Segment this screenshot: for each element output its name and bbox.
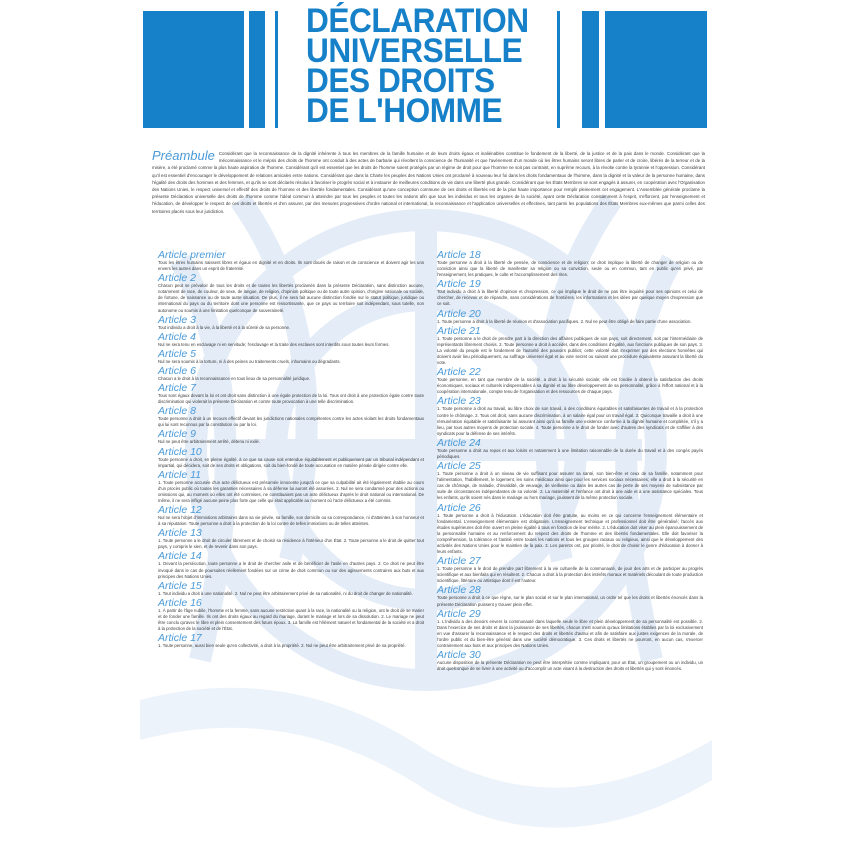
article-text: 1. Toute personne a le droit de circuler librement et de choisir sa résidence à l'intérieur d'un État. 2. Toute personne a le droit de quitter tout pays, y compris le sien, et de revenir dans son pays. (158, 538, 424, 550)
article-title: Article 14 (158, 550, 202, 563)
article-title: Article 9 (158, 428, 196, 441)
article (158, 598, 424, 632)
article (437, 556, 703, 584)
article (158, 273, 424, 313)
banner-block-right-wide (605, 11, 707, 128)
title-line: DÉCLARATION (306, 2, 529, 40)
article (158, 250, 424, 272)
article-title: Article premier (158, 249, 226, 261)
article-text: Nul ne peut être arbitrairement arrêté, détenu ni exilé. (158, 439, 260, 445)
article-title: Article 7 (158, 382, 196, 395)
article-text: 1. Toute personne accusée d'un acte délictueux est présumée innocente jusqu'à ce que sa culpabilité ait été légalement établie au cours d'un procès public où toutes les garanties nécessaires à sa défense lui auront été assurées. 2. Nul ne sera condamné pour des actions ou omissions qui, au moment où elles ont été commises, ne constituaient pas un acte délictueux d'après le droit national ou international. De même, il ne sera infligé aucune peine plus forte que celle qui était applicable au moment où l'acte délictueux a été commis. (158, 479, 424, 503)
banner-block-right-narrow (582, 11, 599, 128)
article (158, 447, 424, 469)
article-text: 1. Devant la persécution, toute personne a le droit de chercher asile et de bénéficier de l'asile en d'autres pays. 2. Ce droit ne peut être invoqué dans le cas de poursuites réellement fondées sur un crime de droit commun ou sur des agissements contraires aux buts et aux principes des Nations Unies. (158, 561, 424, 579)
article (437, 326, 703, 366)
article-title: Article 27 (437, 555, 481, 568)
article (437, 650, 703, 672)
article-title: Article 30 (437, 649, 481, 662)
title-line: UNIVERSELLE (306, 32, 523, 70)
article (158, 332, 424, 348)
header-banner (140, 0, 712, 140)
article-text: Chacun a le droit à la reconnaissance en tous lieux de sa personnalité juridique. (158, 375, 311, 381)
article-title: Article 18 (437, 249, 481, 261)
article-title: Article 16 (158, 596, 202, 609)
article (158, 528, 424, 550)
article (437, 438, 703, 460)
article (437, 503, 703, 556)
article-title: Article 24 (437, 436, 481, 449)
preamble-heading: Préambule (152, 150, 215, 163)
article (437, 585, 703, 607)
article (158, 406, 424, 428)
article-title: Article 13 (158, 527, 202, 540)
document-body (152, 150, 705, 672)
article-text: 1. L'individu a des devoirs envers la communauté dans laquelle seule le libre et plein développement de sa personnalité est possible. 2. Dans l'exercice de ses droits et dans la jouissance de ses libertés, chacun n'est soumis qu'aux limitations établies par la loi exclusivement en vue d'assurer la reconnaissance et le respect des droits et libertés d'autrui et afin de satisfaire aux justes exigences de la morale, de l'ordre public et du bien-être général dans une société démocratique. 3. Ces droits et libertés ne pourront, en aucun cas, s'exercer contrairement aux buts et aux principes des Nations Unies. (437, 618, 703, 649)
article (158, 429, 424, 445)
article-text: Toute personne a droit au repos et aux loisirs et notamment à une limitation raisonnable de la durée du travail et à des congés payés périodiques. (437, 447, 703, 459)
article (158, 505, 424, 527)
article (158, 315, 424, 331)
article-text: 1. Toute personne a le droit de prendre part librement à la vie culturelle de la communauté, de jouir des arts et de participer au progrès scientifique et aux bienfaits qui en résultent. 2. Chacun a droit à la protection des intérêts moraux et matériels découlant de toute production scientifique, littéraire ou artistique dont il est l'auteur. (437, 566, 703, 584)
article-title: Article 4 (158, 330, 196, 343)
article (437, 250, 703, 278)
article-text: Tous les êtres humains naissent libres et égaux en dignité et en droits. Ils sont doués de raison et de conscience et doivent agir les uns envers les autres dans un esprit de fraternité. (158, 260, 424, 272)
article-title: Article 23 (437, 395, 481, 408)
article (158, 349, 424, 365)
article (437, 279, 703, 307)
article-title: Article 19 (437, 278, 481, 291)
article-title: Article 28 (437, 584, 481, 597)
preamble-text: Considérant que la reconnaissance de la dignité inhérente à tous les membres de la famille humaine et de leurs droits égaux et inaliénables constitue le fondement de la liberté, de la justice et de la paix dans le monde. Considérant que la méconnaissance et le mépris des droits de l'homme ont conduit à des actes de barbarie qui révoltent la conscience de l'humanité et que l'avènement d'un monde où les êtres humains seront libres de parler et de croire, libérés de la terreur et de la misère, a été proclamé comme la plus haute aspiration de l'homme. Considérant qu'il est essentiel que les droits de l'homme soient protégés par un régime de droit pour que l'homme ne soit pas contraint, en suprême recours, à la révolte contre la tyrannie et l'oppression. Considérant qu'il est essentiel d'encourager le développement de relations amicales entre nations. Considérant que dans la Charte les peuples des Nations Unies ont proclamé à nouveau leur foi dans les droits fondamentaux de l'homme, dans la dignité et la valeur de la personne humaine, dans l'égalité des droits des hommes et des femmes, et qu'ils se sont déclarés résolus à favoriser le progrès social et à instaurer de meilleures conditions de vie dans une liberté plus grande. Considérant que les États Membres se sont engagés à assurer, en coopération avec l'Organisation des Nations Unies, le respect universel et effectif des droits de l'homme et des libertés fondamentales. Considérant qu'une conception commune de ces droits et libertés est de la plus haute importance pour remplir pleinement cet engagement. L'Assemblée générale proclame la présente Déclaration universelle des droits de l'homme comme l'idéal commun à atteindre par tous les peuples et toutes les nations afin que tous les individus et tous les organes de la société, ayant cette Déclaration constamment à l'esprit, s'efforcent, par l'enseignement et l'éducation, de développer le respect de ces droits et libertés et d'en assurer, par des mesures progressives d'ordre national et international, la reconnaissance et l'application universelles et effectives, tant parmi les populations des États Membres eux-mêmes que parmi celles des territoires placés sous leur juridiction. (152, 151, 705, 214)
article-text: Tout individu a droit à la vie, à la liberté et à la sûreté de sa personne. (158, 324, 291, 330)
banner-block-left-narrow (249, 11, 265, 128)
article-title: Article 21 (437, 324, 481, 337)
article-title: Article 15 (158, 579, 202, 592)
poster (140, 0, 712, 850)
article (158, 551, 424, 579)
article-text: Nul ne sera l'objet d'immixtions arbitraires dans sa vie privée, sa famille, son domicile ou sa correspondance, ni d'atteintes à son honneur et à sa réputation. Toute personne a droit à la protection de la loi contre de telles immixtions ou de telles atteintes. (158, 515, 424, 527)
article-text: Toute personne a droit, en pleine égalité, à ce que sa cause soit entendue équitablement et publiquement par un tribunal indépendant et impartial, qui décidera, soit de ses droits et obligations, soit du bien-fondé de toute accusation en matière pénale dirigée contre elle. (158, 456, 424, 468)
article-title: Article 29 (437, 607, 481, 620)
article-title: Article 17 (158, 632, 202, 645)
article (158, 581, 424, 597)
article (158, 383, 424, 405)
article-title: Article 2 (158, 272, 196, 285)
article-title: Article 11 (158, 468, 201, 481)
article-text: 1. Toute personne a droit à la liberté de réunion et d'association pacifiques. 2. Nul ne peut être obligé de faire partie d'une association. (437, 318, 692, 324)
article-text: 1. Toute personne a droit au travail, au libre choix de son travail, à des conditions équitables et satisfaisantes de travail et à la protection contre le chômage. 2. Tous ont droit, sans aucune discrimination, à un salaire égal pour un travail égal. 3. Quiconque travaille a droit à une rémunération équitable et satisfaisante lui assurant ainsi qu'à sa famille une existence conforme à la dignité humaine et complétée, s'il y a lieu, par tous autres moyens de protection sociale. 4. Toute personne a le droit de fonder avec d'autres des syndicats et de s'affilier à des syndicats pour la défense de ses intérêts. (437, 406, 703, 436)
article-text: Chacun peut se prévaloir de tous les droits et de toutes les libertés proclamés dans la présente Déclaration, sans distinction aucune, notamment de race, de couleur, de sexe, de langue, de religion, d'opinion politique ou de toute autre opinion, d'origine nationale ou sociale, de fortune, de naissance ou de toute autre situation. De plus, il ne sera fait aucune distinction fondée sur le statut politique, juridique ou international du pays ou du territoire dont une personne est ressortissante, que ce pays ou territoire soit indépendant, sous tutelle, non autonome ou soumis à une limitation quelconque de souveraineté. (158, 283, 424, 313)
article-title: Article 12 (158, 504, 202, 517)
article-title: Article 10 (158, 445, 202, 458)
article-text: 1. Toute personne a droit à l'éducation. L'éducation doit être gratuite, au moins en ce qui concerne l'enseignement élémentaire et fondamental. L'enseignement élémentaire est obligatoire. L'enseignement technique et professionnel doit être généralisé; l'accès aux études supérieures doit être ouvert en pleine égalité à tous en fonction de leur mérite. 2. L'éducation doit viser au plein épanouissement de la personnalité humaine et au renforcement du respect des droits de l'homme et des libertés fondamentales. Elle doit favoriser la compréhension, la tolérance et l'amitié entre toutes les nations et tous les groupes raciaux ou religieux, ainsi que le développement des activités des Nations Unies pour le maintien de la paix. 3. Les parents ont, par priorité, le droit de choisir le genre d'éducation à donner à leurs enfants. (437, 512, 703, 555)
article-title: Article 5 (158, 347, 196, 360)
article (437, 309, 703, 325)
article-text: 1. Toute personne a droit à un niveau de vie suffisant pour assurer sa santé, son bien-être et ceux de sa famille, notamment pour l'alimentation, l'habillement, le logement, les soins médicaux ainsi que pour les services sociaux nécessaires; elle a droit à la sécurité en cas de chômage, de maladie, d'invalidité, de veuvage, de vieillesse ou dans les autres cas de perte de ses moyens de subsistance par suite de circonstances indépendantes de sa volonté. 2. La maternité et l'enfance ont droit à une aide et à une assistance spéciales. Tous les enfants, qu'ils soient nés dans le mariage ou hors mariage, jouissent de la même protection sociale. (437, 471, 703, 501)
article-text: Aucune disposition de la présente Déclaration ne peut être interprétée comme impliquant, pour un État, un groupement ou un individu, un droit quelconque de se livrer à une activité ou d'accomplir un acte visant à la destruction des droits et libertés qui y sont énoncés. (437, 660, 703, 672)
page-title (306, 2, 529, 130)
article-title: Article 25 (437, 460, 481, 473)
article-text: Toute personne a droit à la liberté de pensée, de conscience et de religion; ce droit implique la liberté de changer de religion ou de conviction ainsi que la liberté de manifester sa religion ou sa conviction, seule ou en commun, tant en public qu'en privé, par l'enseignement, les pratiques, le culte et l'accomplissement des rites. (437, 260, 703, 278)
article-text: 1. Toute personne, aussi bien seule qu'en collectivité, a droit à la propriété. 2. Nul ne peut être arbitrairement privé de sa propriété. (158, 643, 406, 649)
article (437, 396, 703, 436)
article-title: Article 20 (437, 307, 481, 320)
article (158, 470, 424, 504)
title-line: DES DROITS (306, 62, 495, 100)
article-title: Article 22 (437, 366, 481, 379)
articles-left-column (158, 250, 424, 650)
article-title: Article 3 (158, 313, 196, 326)
article-text: Toute personne a droit à un recours effectif devant les juridictions nationales compétentes contre les actes violant les droits fondamentaux qui lui sont reconnus par la constitution ou par la loi. (158, 416, 424, 428)
article-title: Article 6 (158, 364, 196, 377)
title-line: DE L'HOMME (306, 92, 503, 130)
article (437, 367, 703, 395)
articles-right-column (437, 250, 703, 673)
article-text: Nul ne sera soumis à la torture, ni à des peines ou traitements cruels, inhumains ou dégradants. (158, 358, 341, 364)
article-title: Article 8 (158, 405, 196, 418)
article (437, 461, 703, 501)
article-title: Article 26 (437, 501, 481, 514)
article (158, 366, 424, 382)
article-text: Tous sont égaux devant la loi et ont droit sans distinction à une égale protection de la loi. Tous ont droit à une protection égale contre toute discrimination qui violerait la présente Déclaration et contre toute provocation à une telle discrimination. (158, 393, 424, 405)
article (158, 633, 424, 649)
article-text: 1. Toute personne a le droit de prendre part à la direction des affaires publiques de son pays, soit directement, soit par l'intermédiaire de représentants librement choisis. 2. Toute personne a droit à accéder, dans des conditions d'égalité, aux fonctions publiques de son pays. 3. La volonté du peuple est le fondement de l'autorité des pouvoirs publics; cette volonté doit s'exprimer par des élections honnêtes qui doivent avoir lieu périodiquement, au suffrage universel égal et au vote secret ou suivant une procédure équivalente assurant la liberté du vote. (437, 335, 703, 366)
article-text: Tout individu a droit à la liberté d'opinion et d'expression, ce qui implique le droit de ne pas être inquiété pour ses opinions et celui de chercher, de recevoir et de répandre, sans considérations de frontières, les informations et les idées par quelque moyen d'expression que ce soit. (437, 289, 703, 307)
article-text: Toute personne a droit à ce que règne, sur le plan social et sur le plan international, un ordre tel que les droits et libertés énoncés dans la présente Déclaration puissent y trouver plein effet. (437, 595, 703, 607)
article (437, 609, 703, 649)
article-text: Nul ne sera tenu en esclavage ni en servitude; l'esclavage et la traite des esclaves sont interdits sous toutes leurs formes. (158, 341, 390, 347)
banner-line-right (557, 11, 560, 128)
article-text: 1. Tout individu a droit à une nationalité. 2. Nul ne peut être arbitrairement privé de sa nationalité, ni du droit de changer de nationalité. (158, 590, 413, 596)
banner-block-left-wide (143, 11, 244, 128)
preamble (152, 150, 705, 240)
banner-line-left (275, 11, 278, 128)
article-text: Toute personne, en tant que membre de la société, a droit à la sécurité sociale; elle est fondée à obtenir la satisfaction des droits économiques, sociaux et culturels indispensables à sa dignité et au libre développement de sa personnalité, grâce à l'effort national et à la coopération internationale, compte tenu de l'organisation et des ressources de chaque pays. (437, 377, 703, 395)
article-text: 1. À partir de l'âge nubile, l'homme et la femme, sans aucune restriction quant à la race, la nationalité ou la religion, ont le droit de se marier et de fonder une famille. Ils ont des droits égaux au regard du mariage, durant le mariage et lors de sa dissolution. 2. Le mariage ne peut être conclu qu'avec le libre et plein consentement des futurs époux. 3. La famille est l'élément naturel et fondamental de la société et a droit à la protection de la société et de l'État. (158, 607, 424, 632)
